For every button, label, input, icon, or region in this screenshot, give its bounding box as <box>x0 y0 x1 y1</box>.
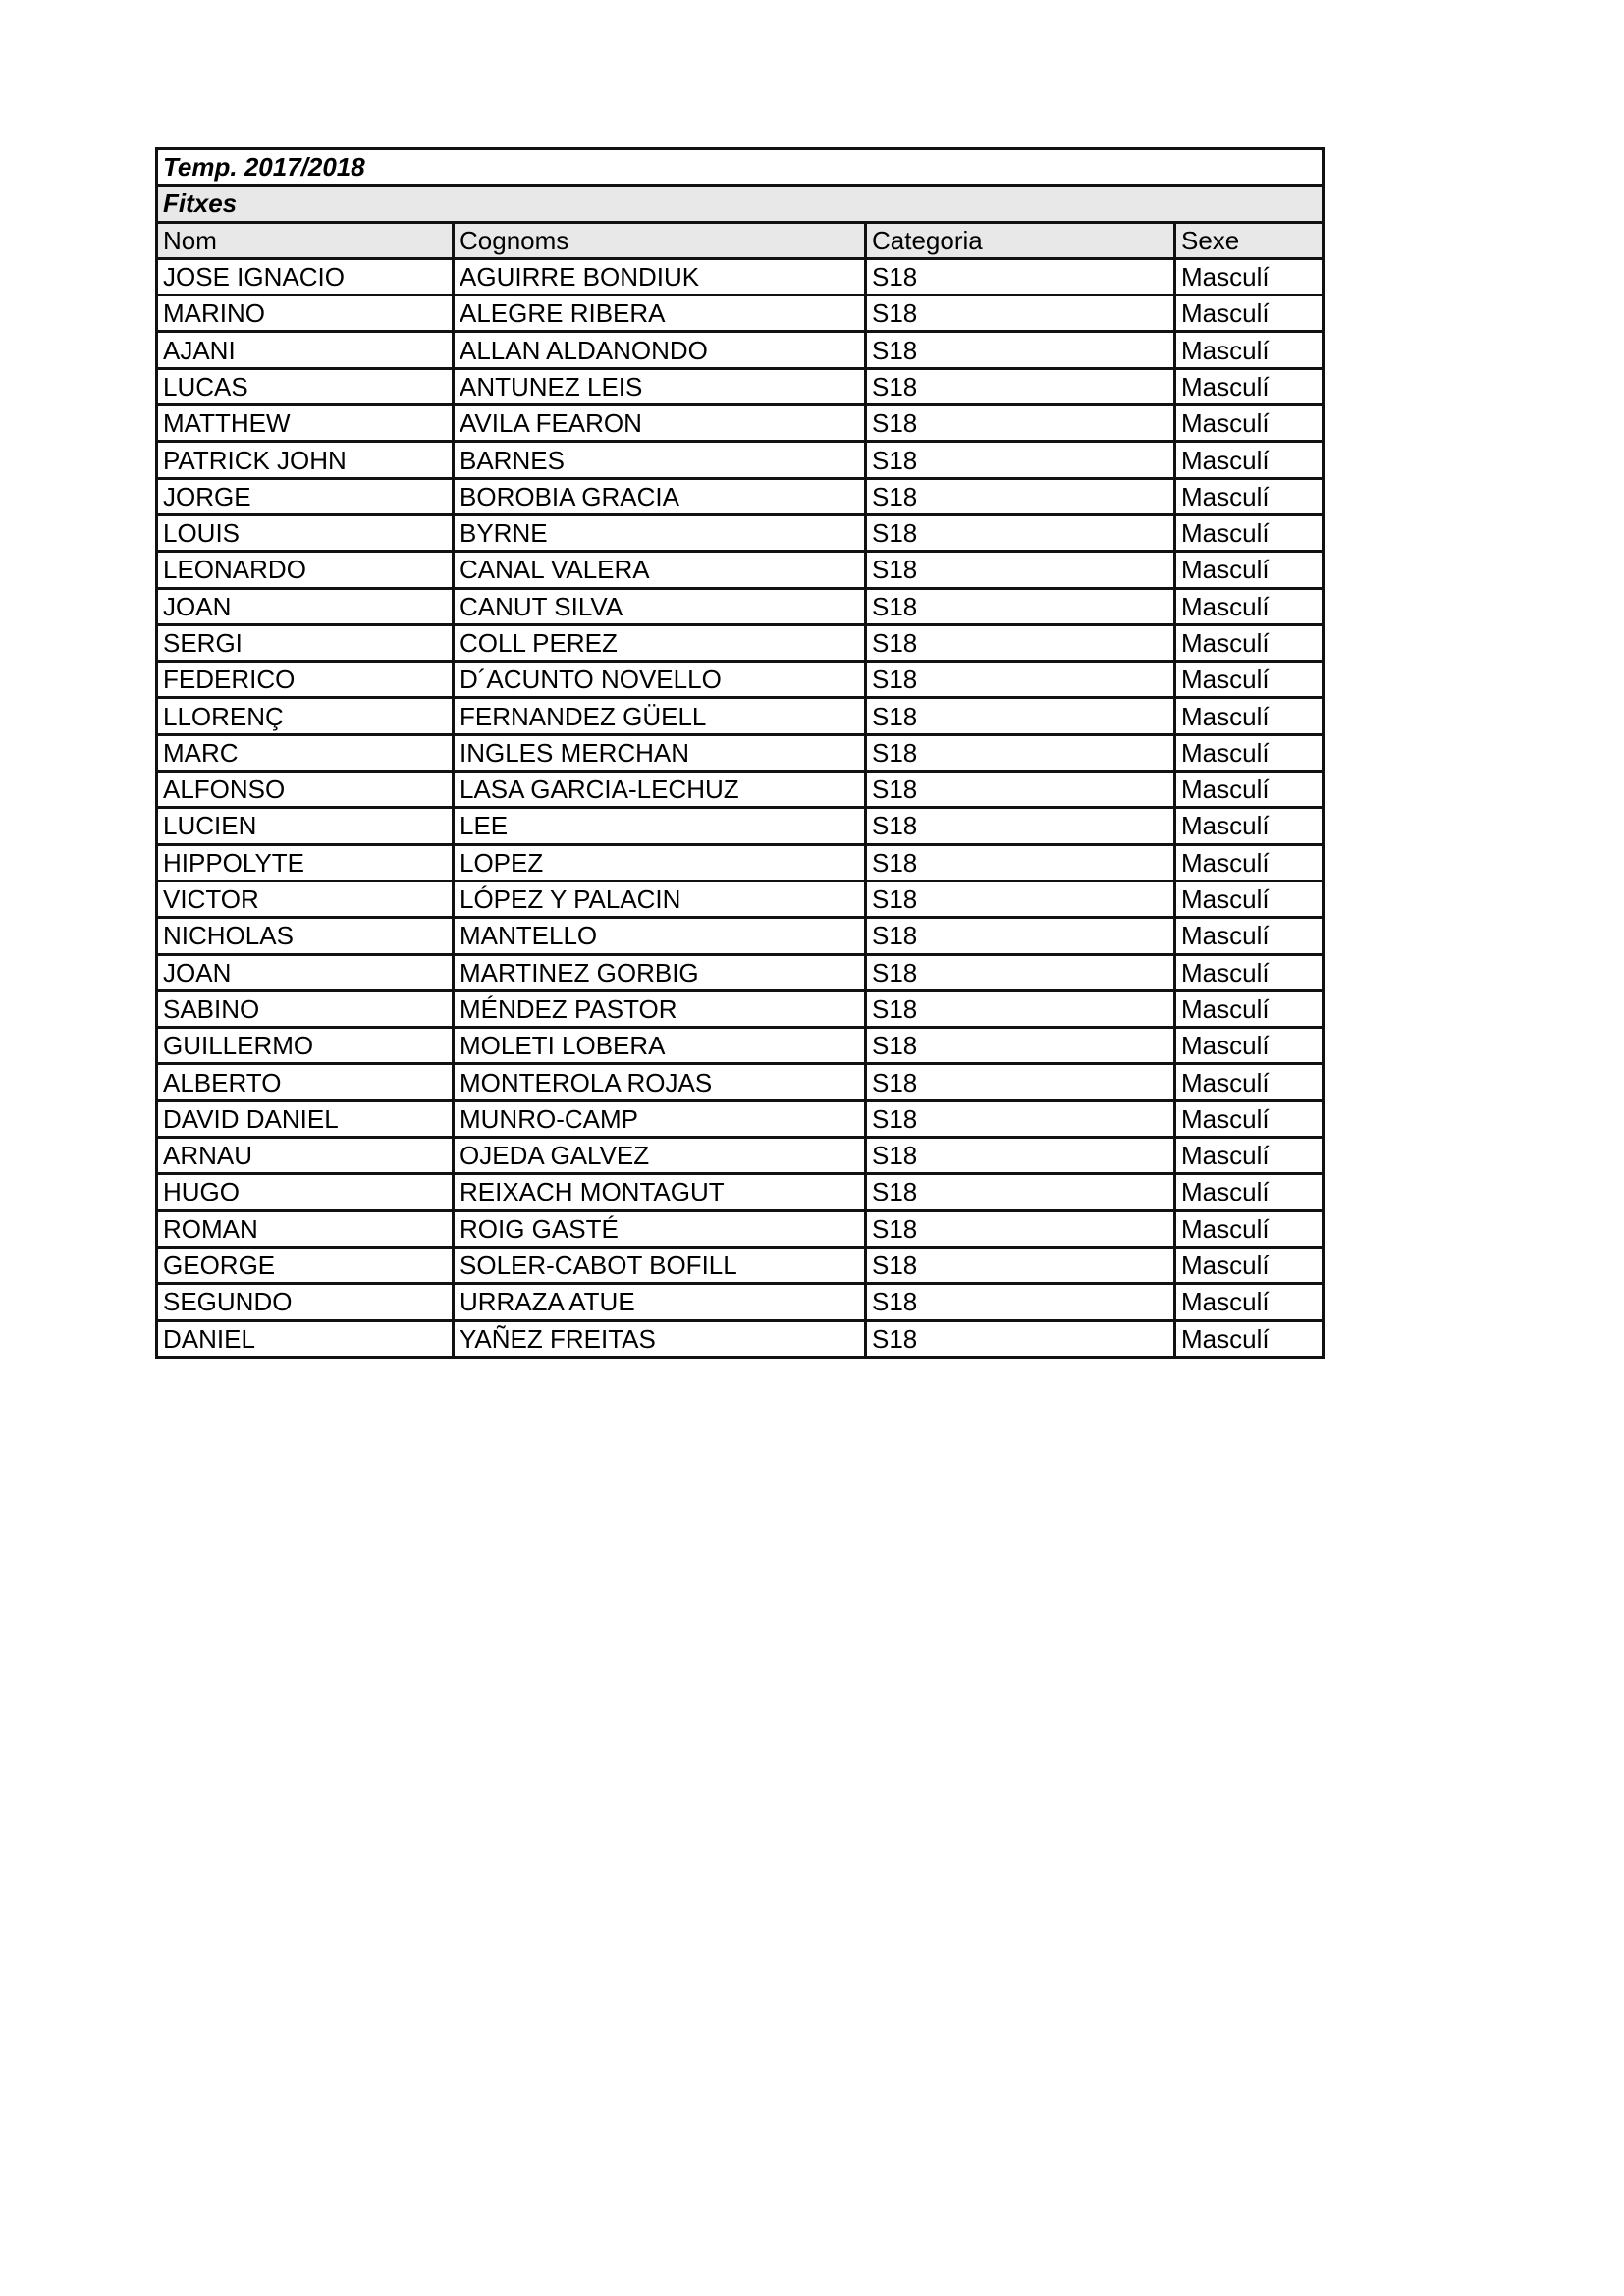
cell-nom: SEGUNDO <box>157 1284 454 1320</box>
cell-nom: HUGO <box>157 1174 454 1210</box>
cell-cognoms: CANUT SILVA <box>454 588 866 624</box>
cell-categoria: S18 <box>866 442 1175 478</box>
cell-nom: HIPPOLYTE <box>157 844 454 881</box>
column-header-categoria: Categoria <box>866 222 1175 258</box>
cell-sexe: Masculí <box>1175 588 1324 624</box>
cell-sexe: Masculí <box>1175 954 1324 990</box>
table-row <box>157 442 1324 478</box>
table-row <box>157 1320 1324 1357</box>
table-row <box>157 698 1324 734</box>
cell-sexe: Masculí <box>1175 1028 1324 1064</box>
cell-categoria: S18 <box>866 954 1175 990</box>
cell-nom: JOSE IGNACIO <box>157 258 454 294</box>
cell-categoria: S18 <box>866 624 1175 661</box>
cell-categoria: S18 <box>866 808 1175 844</box>
table-row <box>157 588 1324 624</box>
cell-nom: LUCAS <box>157 368 454 404</box>
section-row <box>157 186 1324 222</box>
cell-sexe: Masculí <box>1175 478 1324 514</box>
cell-sexe: Masculí <box>1175 1320 1324 1357</box>
cell-categoria: S18 <box>866 1138 1175 1174</box>
cell-cognoms: FERNANDEZ GÜELL <box>454 698 866 734</box>
column-header-row <box>157 222 1324 258</box>
cell-categoria: S18 <box>866 552 1175 588</box>
table-row <box>157 1064 1324 1100</box>
cell-cognoms: MÉNDEZ PASTOR <box>454 990 866 1027</box>
cell-nom: NICHOLAS <box>157 918 454 954</box>
cell-cognoms: YAÑEZ FREITAS <box>454 1320 866 1357</box>
cell-nom: LEONARDO <box>157 552 454 588</box>
table-row <box>157 1138 1324 1174</box>
cell-cognoms: LEE <box>454 808 866 844</box>
table-row <box>157 772 1324 808</box>
cell-sexe: Masculí <box>1175 1210 1324 1247</box>
cell-sexe: Masculí <box>1175 295 1324 332</box>
table-row <box>157 1174 1324 1210</box>
cell-cognoms: MANTELLO <box>454 918 866 954</box>
cell-cognoms: MUNRO-CAMP <box>454 1100 866 1137</box>
cell-cognoms: REIXACH MONTAGUT <box>454 1174 866 1210</box>
table-row <box>157 734 1324 771</box>
cell-nom: ALFONSO <box>157 772 454 808</box>
cell-cognoms: AGUIRRE BONDIUK <box>454 258 866 294</box>
cell-cognoms: ROIG GASTÉ <box>454 1210 866 1247</box>
cell-nom: DANIEL <box>157 1320 454 1357</box>
cell-categoria: S18 <box>866 368 1175 404</box>
table-row <box>157 552 1324 588</box>
cell-cognoms: URRAZA ATUE <box>454 1284 866 1320</box>
cell-cognoms: ALLAN ALDANONDO <box>454 332 866 368</box>
cell-nom: MATTHEW <box>157 405 454 442</box>
cell-cognoms: MARTINEZ GORBIG <box>454 954 866 990</box>
cell-sexe: Masculí <box>1175 662 1324 698</box>
table-row <box>157 1028 1324 1064</box>
table-row <box>157 662 1324 698</box>
table-row <box>157 881 1324 917</box>
cell-nom: SERGI <box>157 624 454 661</box>
table-row <box>157 954 1324 990</box>
cell-categoria: S18 <box>866 881 1175 917</box>
cell-nom: SABINO <box>157 990 454 1027</box>
cell-sexe: Masculí <box>1175 405 1324 442</box>
cell-sexe: Masculí <box>1175 1174 1324 1210</box>
cell-nom: MARINO <box>157 295 454 332</box>
cell-nom: LUCIEN <box>157 808 454 844</box>
cell-nom: LOUIS <box>157 514 454 551</box>
cell-sexe: Masculí <box>1175 844 1324 881</box>
cell-sexe: Masculí <box>1175 734 1324 771</box>
cell-nom: JOAN <box>157 954 454 990</box>
cell-categoria: S18 <box>866 662 1175 698</box>
cell-sexe: Masculí <box>1175 1247 1324 1283</box>
section-title: Fitxes <box>157 186 1324 222</box>
cell-categoria: S18 <box>866 1028 1175 1064</box>
cell-categoria: S18 <box>866 1100 1175 1137</box>
table-row <box>157 1210 1324 1247</box>
column-header-cognoms: Cognoms <box>454 222 866 258</box>
cell-sexe: Masculí <box>1175 332 1324 368</box>
cell-categoria: S18 <box>866 1284 1175 1320</box>
cell-nom: ARNAU <box>157 1138 454 1174</box>
cell-nom: VICTOR <box>157 881 454 917</box>
table-row <box>157 295 1324 332</box>
cell-sexe: Masculí <box>1175 808 1324 844</box>
cell-sexe: Masculí <box>1175 1284 1324 1320</box>
cell-categoria: S18 <box>866 405 1175 442</box>
column-header-sexe: Sexe <box>1175 222 1324 258</box>
cell-nom: GEORGE <box>157 1247 454 1283</box>
table-row <box>157 808 1324 844</box>
cell-sexe: Masculí <box>1175 1138 1324 1174</box>
table-row <box>157 1100 1324 1137</box>
cell-sexe: Masculí <box>1175 258 1324 294</box>
cell-cognoms: ALEGRE RIBERA <box>454 295 866 332</box>
season-title: Temp. 2017/2018 <box>157 149 1324 186</box>
table-row <box>157 624 1324 661</box>
cell-categoria: S18 <box>866 1210 1175 1247</box>
table-row <box>157 1284 1324 1320</box>
cell-nom: GUILLERMO <box>157 1028 454 1064</box>
cell-sexe: Masculí <box>1175 918 1324 954</box>
table-row <box>157 918 1324 954</box>
cell-cognoms: BOROBIA GRACIA <box>454 478 866 514</box>
cell-cognoms: LASA GARCIA-LECHUZ <box>454 772 866 808</box>
cell-nom: PATRICK JOHN <box>157 442 454 478</box>
cell-cognoms: SOLER-CABOT BOFILL <box>454 1247 866 1283</box>
cell-categoria: S18 <box>866 514 1175 551</box>
table-row <box>157 332 1324 368</box>
cell-nom: ALBERTO <box>157 1064 454 1100</box>
cell-categoria: S18 <box>866 844 1175 881</box>
cell-cognoms: OJEDA GALVEZ <box>454 1138 866 1174</box>
cell-categoria: S18 <box>866 478 1175 514</box>
cell-sexe: Masculí <box>1175 1100 1324 1137</box>
table-row <box>157 1247 1324 1283</box>
table-row <box>157 258 1324 294</box>
table-row <box>157 514 1324 551</box>
cell-categoria: S18 <box>866 1320 1175 1357</box>
cell-categoria: S18 <box>866 1247 1175 1283</box>
cell-sexe: Masculí <box>1175 624 1324 661</box>
cell-nom: FEDERICO <box>157 662 454 698</box>
cell-cognoms: ANTUNEZ LEIS <box>454 368 866 404</box>
roster-table <box>155 147 1325 1359</box>
table-row <box>157 990 1324 1027</box>
cell-sexe: Masculí <box>1175 881 1324 917</box>
cell-nom: LLORENÇ <box>157 698 454 734</box>
table-row <box>157 844 1324 881</box>
cell-cognoms: COLL PEREZ <box>454 624 866 661</box>
cell-categoria: S18 <box>866 698 1175 734</box>
cell-categoria: S18 <box>866 772 1175 808</box>
cell-cognoms: CANAL VALERA <box>454 552 866 588</box>
cell-sexe: Masculí <box>1175 698 1324 734</box>
cell-categoria: S18 <box>866 588 1175 624</box>
cell-categoria: S18 <box>866 734 1175 771</box>
cell-nom: ROMAN <box>157 1210 454 1247</box>
cell-cognoms: INGLES MERCHAN <box>454 734 866 771</box>
cell-cognoms: MONTEROLA ROJAS <box>454 1064 866 1100</box>
table-row <box>157 405 1324 442</box>
cell-sexe: Masculí <box>1175 772 1324 808</box>
cell-sexe: Masculí <box>1175 442 1324 478</box>
cell-nom: DAVID DANIEL <box>157 1100 454 1137</box>
cell-nom: AJANI <box>157 332 454 368</box>
cell-categoria: S18 <box>866 295 1175 332</box>
cell-sexe: Masculí <box>1175 552 1324 588</box>
cell-sexe: Masculí <box>1175 368 1324 404</box>
cell-sexe: Masculí <box>1175 990 1324 1027</box>
cell-cognoms: LOPEZ <box>454 844 866 881</box>
cell-sexe: Masculí <box>1175 1064 1324 1100</box>
cell-categoria: S18 <box>866 332 1175 368</box>
cell-categoria: S18 <box>866 990 1175 1027</box>
cell-categoria: S18 <box>866 918 1175 954</box>
cell-cognoms: BARNES <box>454 442 866 478</box>
cell-nom: JORGE <box>157 478 454 514</box>
cell-nom: MARC <box>157 734 454 771</box>
cell-cognoms: BYRNE <box>454 514 866 551</box>
table-row <box>157 478 1324 514</box>
cell-nom: JOAN <box>157 588 454 624</box>
cell-sexe: Masculí <box>1175 514 1324 551</box>
cell-cognoms: AVILA FEARON <box>454 405 866 442</box>
table-row <box>157 368 1324 404</box>
cell-categoria: S18 <box>866 258 1175 294</box>
season-row <box>157 149 1324 186</box>
column-header-nom: Nom <box>157 222 454 258</box>
cell-categoria: S18 <box>866 1174 1175 1210</box>
cell-cognoms: D´ACUNTO NOVELLO <box>454 662 866 698</box>
cell-cognoms: MOLETI LOBERA <box>454 1028 866 1064</box>
cell-cognoms: LÓPEZ Y PALACIN <box>454 881 866 917</box>
cell-categoria: S18 <box>866 1064 1175 1100</box>
